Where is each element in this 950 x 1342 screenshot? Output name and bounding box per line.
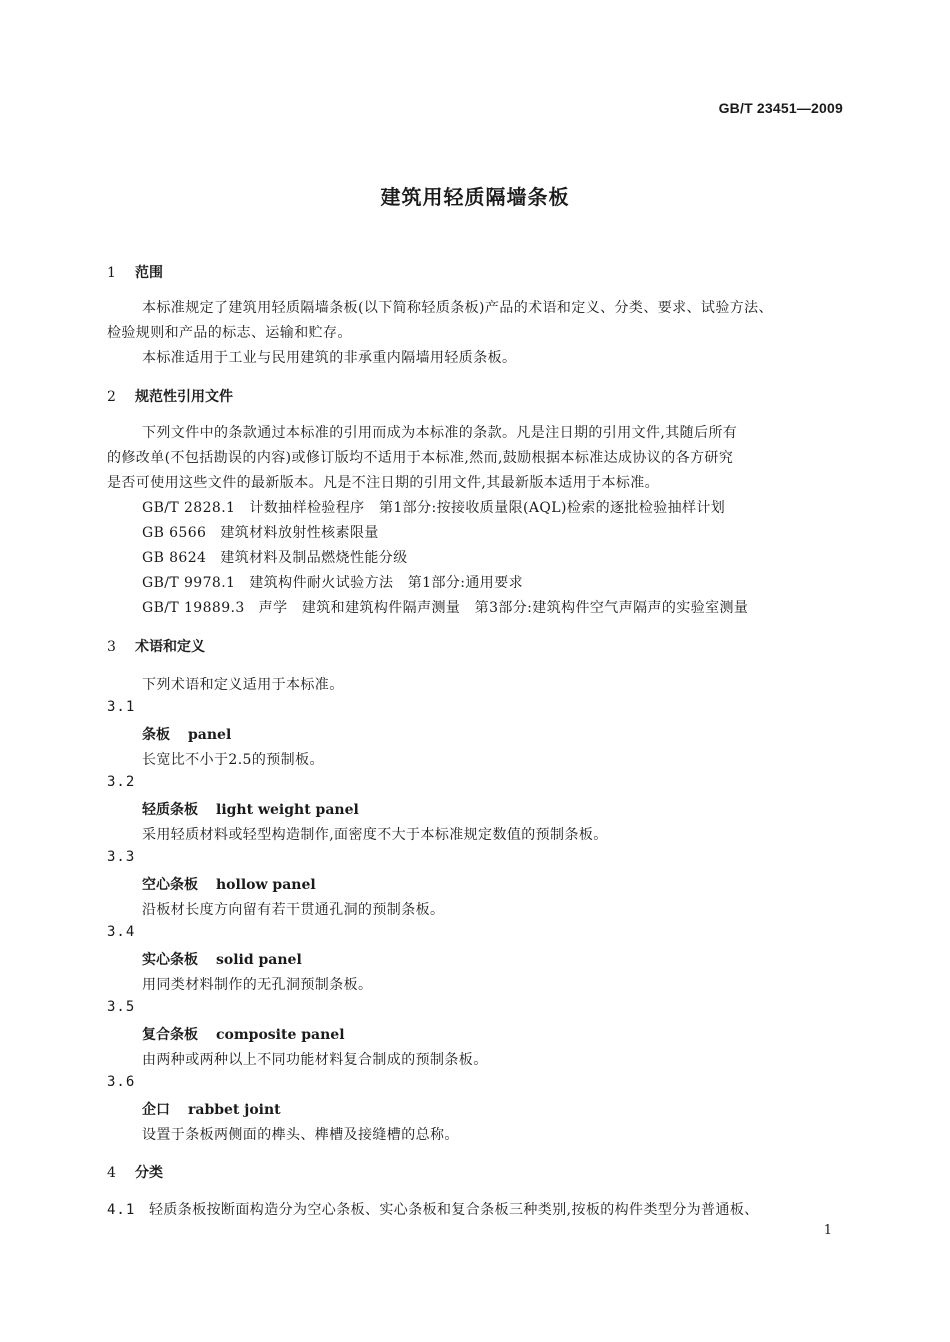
section-1-heading [107, 262, 163, 282]
section-number: 3 [107, 639, 116, 655]
paragraph-line: 本标准适用于工业与民用建筑的非承重内隔墙用轻质条板。 [142, 350, 517, 366]
reference-item [142, 597, 748, 617]
paragraph-line: 下列术语和定义适用于本标准。 [142, 677, 344, 693]
term-zh: 复合条板 [142, 1027, 198, 1043]
standard-number: GB/T 23451—2009 [718, 100, 843, 116]
term-definition: 沿板材长度方向留有若干贯通孔洞的预制条板。 [142, 902, 445, 918]
paragraph-line: 本标准规定了建筑用轻质隔墙条板(以下简称轻质条板)产品的术语和定义、分类、要求、试验方法、 [142, 300, 773, 316]
paragraph-line: 是否可使用这些文件的最新版本。凡是不注日期的引用文件,其最新版本适用于本标准。 [107, 475, 660, 491]
page-number: 1 [823, 1223, 832, 1238]
term-number: 3.3 [107, 849, 136, 865]
document-title: 建筑用轻质隔墙条板 [380, 185, 570, 209]
reference-code: GB/T 2828.1 [142, 500, 236, 516]
term-en: panel [188, 727, 232, 743]
term-number: 3.4 [107, 924, 136, 940]
term-zh: 轻质条板 [142, 802, 198, 818]
paragraph-line: 的修改单(不包括勘误的内容)或修订版均不适用于本标准,然而,鼓励根据本标准达成协议的各方研究 [107, 450, 734, 466]
term-definition: 由两种或两种以上不同功能材料复合制成的预制条板。 [142, 1052, 488, 1068]
reference-title: 建筑构件耐火试验方法 第1部分:通用要求 [249, 575, 523, 591]
section-title: 范围 [135, 265, 163, 281]
clause-text: 轻质条板按断面构造分为空心条板、实心条板和复合条板三种类别,按板的构件类型分为普通板、 [149, 1202, 759, 1218]
paragraph-line: 下列文件中的条款通过本标准的引用而成为本标准的条款。凡是注日期的引用文件,其随后所有 [142, 425, 738, 441]
section-4-heading [107, 1162, 163, 1182]
term-en: rabbet joint [188, 1102, 281, 1118]
term-zh: 空心条板 [142, 877, 198, 893]
section-title: 规范性引用文件 [135, 389, 233, 405]
term-en: composite panel [216, 1027, 345, 1043]
term-en: hollow panel [216, 877, 316, 893]
reference-item [142, 547, 408, 567]
reference-title: 计数抽样检验程序 第1部分:按接收质量限(AQL)检索的逐批检验抽样计划 [249, 500, 726, 516]
term-heading [142, 1099, 281, 1119]
section-2-heading [107, 386, 233, 406]
term-number: 3.6 [107, 1074, 136, 1090]
term-number: 3.2 [107, 774, 136, 790]
term-heading [142, 874, 316, 894]
reference-title: 建筑材料及制品燃烧性能分级 [220, 550, 408, 566]
term-zh: 实心条板 [142, 952, 198, 968]
term-en: light weight panel [216, 802, 359, 818]
term-number: 3.1 [107, 699, 136, 715]
term-heading [142, 1024, 345, 1044]
section-number: 4 [107, 1165, 116, 1181]
term-definition: 设置于条板两侧面的榫头、榫槽及接缝槽的总称。 [142, 1127, 459, 1143]
reference-title: 建筑材料放射性核素限量 [220, 525, 379, 541]
term-definition: 长宽比不小于2.5的预制板。 [142, 752, 324, 768]
term-zh: 条板 [142, 727, 170, 743]
paragraph-line: 检验规则和产品的标志、运输和贮存。 [107, 325, 352, 341]
clause-number: 4.1 [107, 1202, 136, 1218]
reference-code: GB 6566 [142, 525, 207, 541]
term-number: 3.5 [107, 999, 136, 1015]
term-en: solid panel [216, 952, 302, 968]
reference-code: GB 8624 [142, 550, 207, 566]
term-heading [142, 949, 302, 969]
section-title: 分类 [135, 1165, 163, 1181]
reference-code: GB/T 19889.3 [142, 600, 245, 616]
reference-item [142, 522, 379, 542]
section-title: 术语和定义 [135, 639, 205, 655]
section-number: 2 [107, 389, 116, 405]
term-heading [142, 724, 231, 744]
reference-code: GB/T 9978.1 [142, 575, 236, 591]
section-3-heading [107, 636, 205, 656]
term-zh: 企口 [142, 1102, 170, 1118]
section-number: 1 [107, 265, 116, 281]
reference-title: 声学 建筑和建筑构件隔声测量 第3部分:建筑构件空气声隔声的实验室测量 [258, 600, 749, 616]
reference-item [142, 497, 725, 517]
term-heading [142, 799, 359, 819]
clause-line [107, 1199, 759, 1219]
reference-item [142, 572, 523, 592]
term-definition: 采用轻质材料或轻型构造制作,面密度不大于本标准规定数值的预制条板。 [142, 827, 608, 843]
term-definition: 用同类材料制作的无孔洞预制条板。 [142, 977, 373, 993]
